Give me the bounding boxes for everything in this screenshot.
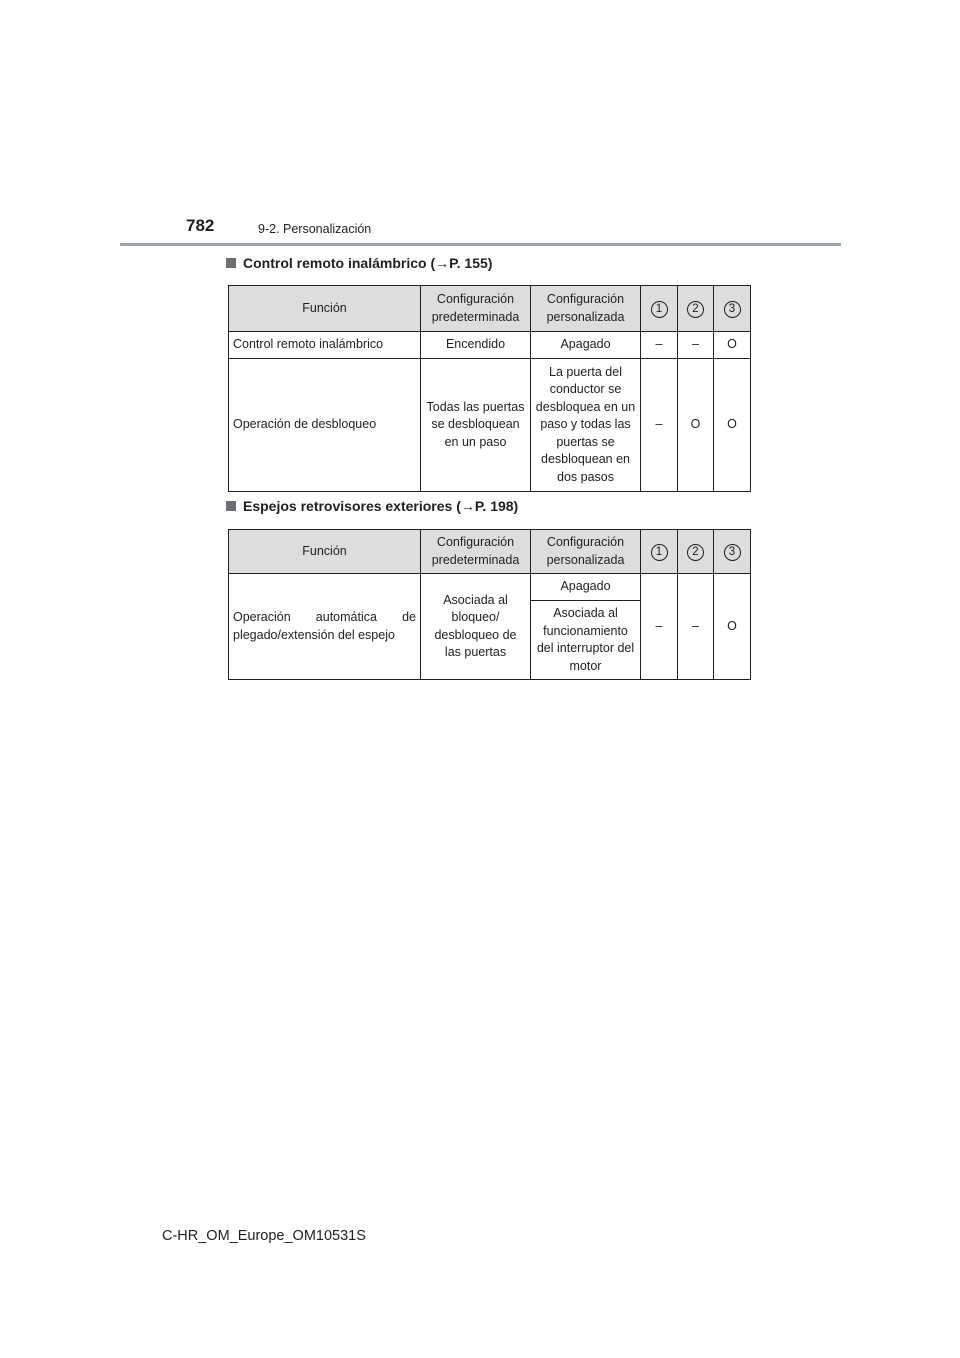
circled-number-1: 1 [651,301,668,318]
heading-espejos [226,498,518,514]
table-header-row [229,530,751,574]
table-row [229,332,751,359]
cell-predeterminada: Todas las puertas se desbloquean en un paso [421,359,531,492]
circled-number-2: 2 [687,544,704,561]
cell-1: – [641,574,678,680]
col-header-funcion: Función [229,530,421,574]
col-header-3 [714,530,751,574]
cell-3: O [714,574,751,680]
col-header-funcion: Función [229,286,421,332]
page-number: 782 [186,216,215,235]
heading-text: Espejos retrovisores exteriores (→P. 198) [243,498,519,514]
cell-predeterminada: Asociada al bloqueo/ desbloqueo de las puertas [421,574,531,680]
cell-2: O [678,359,714,492]
table-row [229,359,751,492]
heading-text: Control remoto inalámbrico (→P. 155) [243,255,493,271]
cell-3: O [714,332,751,359]
square-bullet-icon [226,501,236,511]
cell-funcion: Control remoto inalámbrico [229,332,421,359]
cell-personalizada: Apagado [531,332,641,359]
header-rule [120,243,841,246]
circled-number-3: 3 [724,544,741,561]
cell-2: – [678,574,714,680]
cell-funcion: Operación automática de plegado/extensión del espejo [229,574,421,680]
col-header-2 [678,286,714,332]
table-espejos [228,529,751,680]
col-header-personalizada: Configuración personalizada [531,286,641,332]
cell-personalizada: La puerta del conductor se desbloquea en un paso y todas las puertas se desbloquean en dos pasos [531,359,641,492]
cell-personalizada-option-2: Asociada al funcionamiento del interruptor del motor [531,601,641,680]
circled-number-3: 3 [724,301,741,318]
table-control-remoto [228,285,751,492]
cell-2: – [678,332,714,359]
section-title: 9-2. Personalización [258,222,372,236]
col-header-predeterminada: Configuración predeterminada [421,286,531,332]
col-header-predeterminada: Configuración predeterminada [421,530,531,574]
square-bullet-icon [226,258,236,268]
circled-number-2: 2 [687,301,704,318]
table-row [229,574,751,601]
col-header-2 [678,530,714,574]
heading-control-remoto [226,255,492,271]
cell-3: O [714,359,751,492]
table-header-row [229,286,751,332]
cell-predeterminada: Encendido [421,332,531,359]
col-header-1 [641,530,678,574]
col-header-3 [714,286,751,332]
footer-doc-id: C-HR_OM_Europe_OM10531S [162,1228,366,1244]
cell-funcion: Operación de desbloqueo [229,359,421,492]
cell-personalizada-option-1: Apagado [531,574,641,601]
cell-1: – [641,332,678,359]
cell-1: – [641,359,678,492]
col-header-personalizada: Configuración personalizada [531,530,641,574]
circled-number-1: 1 [651,544,668,561]
col-header-1 [641,286,678,332]
